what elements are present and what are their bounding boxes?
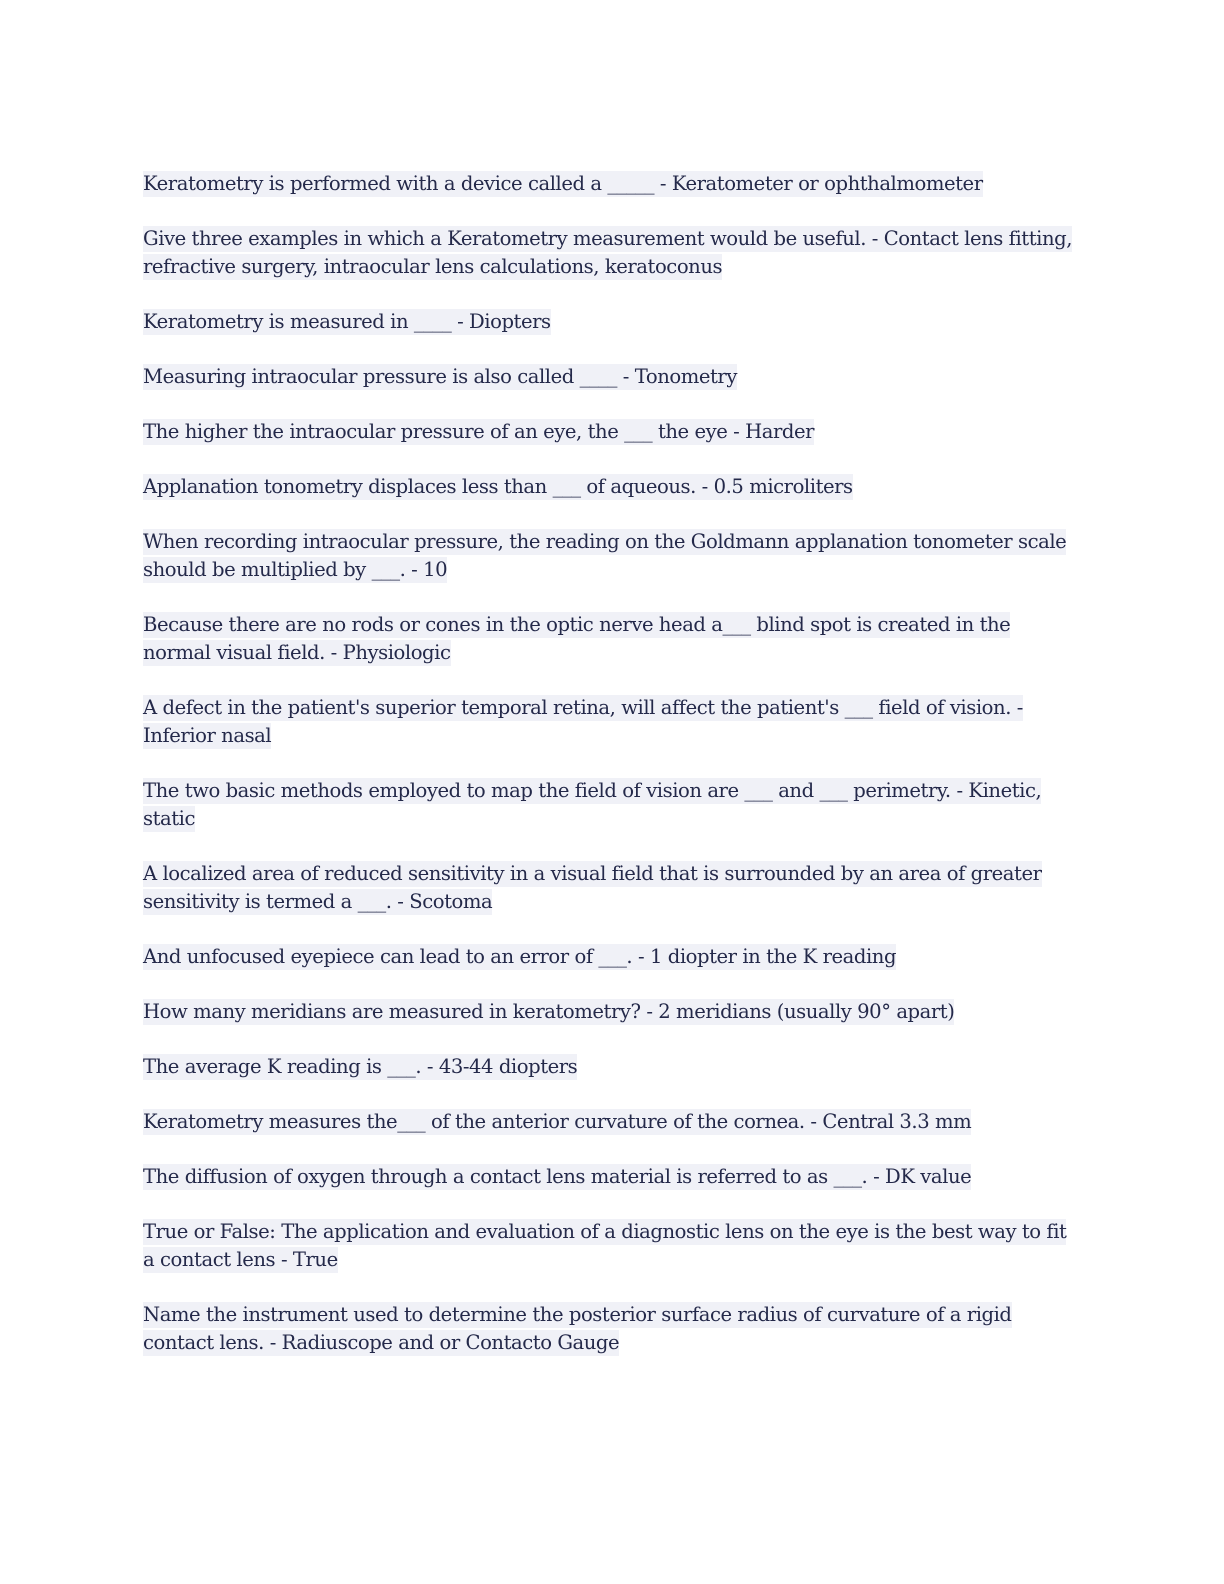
flashcard-item	[143, 860, 1078, 916]
flashcard-item	[143, 528, 1078, 584]
flashcard-item	[143, 473, 1078, 501]
flashcard-item	[143, 1301, 1078, 1357]
flashcard-item	[143, 308, 1078, 336]
flashcard-text: Keratometry is performed with a device called a _____ - Keratometer or ophthalmometer	[143, 172, 983, 195]
flashcard-list	[143, 170, 1078, 1384]
flashcard-text: Because there are no rods or cones in the optic nerve head a___ blind spot is created in the normal visual field. - Physiologic	[143, 613, 1011, 664]
flashcard-item	[143, 943, 1078, 971]
flashcard-text: Give three examples in which a Keratometry measurement would be useful. - Contact lens fitting, refractive surgery, intraocular lens calculations, keratoconus	[143, 227, 1072, 278]
flashcard-text: When recording intraocular pressure, the reading on the Goldmann applanation tonometer scale should be multiplied by ___. - 10	[143, 530, 1067, 581]
flashcard-text: Measuring intraocular pressure is also called ____ - Tonometry	[143, 365, 737, 388]
flashcard-text: How many meridians are measured in keratometry? - 2 meridians (usually 90° apart)	[143, 1000, 955, 1023]
flashcard-item	[143, 1218, 1078, 1274]
flashcard-text: The diffusion of oxygen through a contact lens material is referred to as ___. - DK value	[143, 1165, 972, 1188]
flashcard-text: True or False: The application and evaluation of a diagnostic lens on the eye is the best way to fit a contact lens - True	[143, 1220, 1067, 1271]
flashcard-text: A localized area of reduced sensitivity in a visual field that is surrounded by an area of greater sensitivity is termed a ___. - Scotoma	[143, 862, 1042, 913]
flashcard-item	[143, 1108, 1078, 1136]
flashcard-text: The two basic methods employed to map the field of vision are ___ and ___ perimetry. - Kinetic, static	[143, 779, 1042, 830]
flashcard-text: Keratometry is measured in ____ - Diopters	[143, 310, 551, 333]
flashcard-item	[143, 418, 1078, 446]
flashcard-item	[143, 694, 1078, 750]
flashcard-text: Applanation tonometry displaces less than ___ of aqueous. - 0.5 microliters	[143, 475, 853, 498]
flashcard-item	[143, 777, 1078, 833]
flashcard-item	[143, 225, 1078, 281]
flashcard-item	[143, 998, 1078, 1026]
flashcard-item	[143, 1053, 1078, 1081]
flashcard-text: The average K reading is ___. - 43-44 diopters	[143, 1055, 578, 1078]
flashcard-item	[143, 1163, 1078, 1191]
flashcard-text: The higher the intraocular pressure of an eye, the ___ the eye - Harder	[143, 420, 815, 443]
flashcard-item	[143, 363, 1078, 391]
flashcard-text: Name the instrument used to determine the posterior surface radius of curvature of a rigid contact lens. - Radiuscope and or Contacto Gauge	[143, 1303, 1012, 1354]
flashcard-item	[143, 170, 1078, 198]
flashcard-item	[143, 611, 1078, 667]
flashcard-text: Keratometry measures the___ of the anterior curvature of the cornea. - Central 3.3 mm	[143, 1110, 972, 1133]
flashcard-text: A defect in the patient's superior temporal retina, will affect the patient's ___ field of vision. - Inferior nasal	[143, 696, 1023, 747]
flashcard-text: And unfocused eyepiece can lead to an error of ___. - 1 diopter in the K reading	[143, 945, 897, 968]
